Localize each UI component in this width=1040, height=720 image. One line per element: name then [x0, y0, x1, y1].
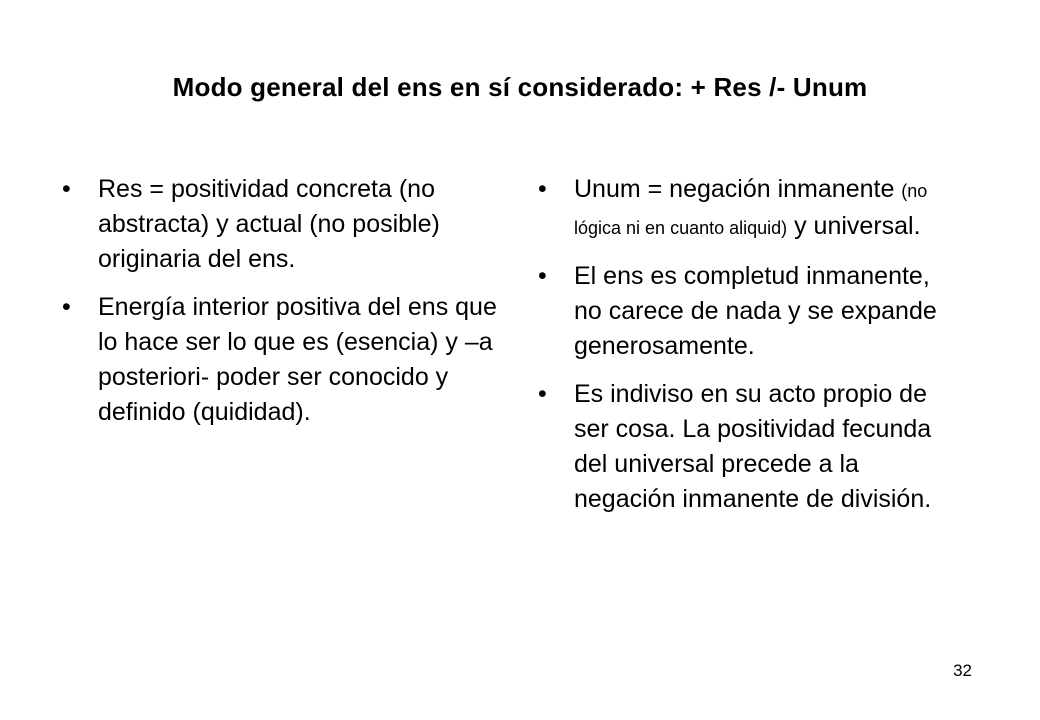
- bullet-text: Unum = negación inmanente: [574, 175, 902, 203]
- bullet-text: Es indiviso en su acto propio de ser cosa. La positividad fecunda del universal precede a la negación inmanente de división.: [574, 380, 932, 513]
- list-item: [538, 377, 958, 517]
- list-item: [538, 259, 958, 364]
- list-item: [62, 172, 512, 277]
- list-item: [538, 172, 958, 246]
- bullet-icon: •: [62, 175, 71, 203]
- bullet-icon: •: [538, 175, 547, 203]
- bullet-text-small: (no lógica ni en cuanto aliquid): [574, 181, 928, 238]
- bullet-icon: •: [538, 262, 547, 290]
- list-item: [62, 290, 512, 430]
- bullet-text: El ens es completud inmanente, no carece de nada y se expande generosamente.: [574, 262, 937, 360]
- left-column-list: [62, 172, 512, 443]
- right-column-list: [538, 172, 958, 530]
- bullet-icon: •: [62, 293, 71, 321]
- bullet-text: y universal.: [787, 212, 921, 240]
- slide-title: Modo general del ens en sí considerado: + Res /- Unum: [172, 72, 868, 102]
- bullet-icon: •: [538, 380, 547, 408]
- bullet-text: Energía interior positiva del ens que lo hace ser lo que es (esencia) y –a posteriori- poder ser conocido y definido (quididad).: [98, 293, 497, 426]
- bullet-text: Res = positividad concreta (no abstracta) y actual (no posible) originaria del ens.: [98, 175, 440, 273]
- page-number: 32: [953, 661, 972, 680]
